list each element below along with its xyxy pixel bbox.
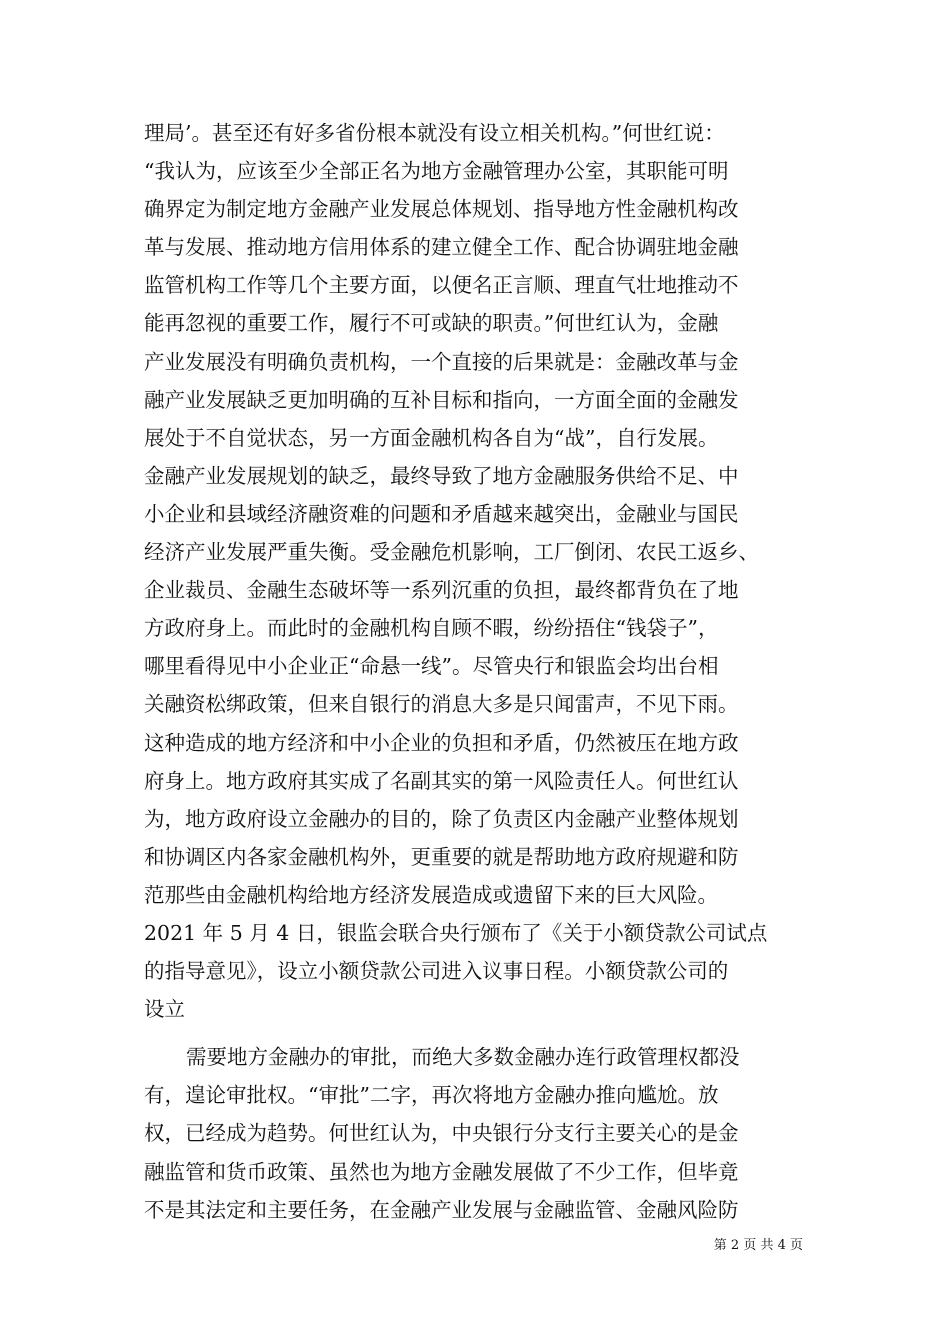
text-line: 监管机构工作等几个主要方面，以便名正言顺、理直气壮地推动不 [144,273,739,298]
page-footer [0,1237,950,1255]
text-line: 展处于不自觉状态，另一方面金融机构各自为“战”，自行发展。 [144,425,719,450]
body-text [144,114,809,1229]
text-line: 融监管和货币政策、虽然也为地方金融发展做了不少工作，但毕竟 [144,1159,739,1184]
text-line: 哪里看得见中小企业正“命悬一线”。尽管央行和银监会均出台相 [144,654,719,679]
text-line: 不是其法定和主要任务，在金融产业发展与金融监管、金融风险防 [144,1197,739,1222]
text-line: 金融产业发展规划的缺乏，最终导致了地方金融服务供给不足、中 [144,463,739,488]
text-line: 产业发展没有明确负责机构，一个直接的后果就是：金融改革与金 [144,349,739,374]
text-line: 融产业发展缺乏更加明确的互补目标和指向，一方面全面的金融发 [144,387,739,412]
text-line: 这种造成的地方经济和中小企业的负担和矛盾，仍然被压在地方政 [144,730,739,755]
text-line: 2021 年 5 月 4 日，银监会联合央行颁布了《关于小额贷款公司试点 [144,920,768,945]
text-line: 有，遑论审批权。“审批”二字，再次将地方金融办推向尴尬。放 [144,1083,719,1108]
text-line: 小企业和县域经济融资难的问题和矛盾越来越突出，金融业与国民 [144,501,739,526]
paragraph-2 [144,1038,809,1228]
text-line: 能再忽视的重要工作，履行不可或缺的职责。”何世红认为，金融 [144,311,719,336]
text-line: 范那些由金融机构给地方经济发展造成或遗留下来的巨大风险。 [144,882,718,907]
paragraph-gap [144,1028,809,1038]
text-line: 需要地方金融办的审批，而绝大多数金融办连行政管理权都没 [186,1045,740,1070]
text-line: 革与发展、推动地方信用体系的建立健全工作、配合协调驻地金融 [144,235,739,260]
text-line: 企业裁员、金融生态破坏等一系列沉重的负担，最终都背负在了地 [144,578,739,603]
text-line: 为，地方政府设立金融办的目的，除了负责区内金融产业整体规划 [144,806,739,831]
text-line: “我认为，应该至少全部正名为地方金融管理办公室，其职能可明 [144,159,729,184]
paragraph-1 [144,114,809,1028]
page-number: 第 2 页 共 4 页 [713,1238,803,1253]
text-line: 理局’。甚至还有好多省份根本就没有设立相关机构。”何世红说： [144,121,725,145]
text-line: 的指导意见》，设立小额贷款公司进入议事日程。小额贷款公司的 [144,959,729,984]
text-line: 府身上。地方政府其实成了名副其实的第一风险责任人。何世红认 [144,768,739,793]
text-line: 设立 [144,997,185,1022]
text-line: 关融资松绑政策，但来自银行的消息大多是只闻雷声，不见下雨。 [144,692,739,717]
text-line: 方政府身上。而此时的金融机构自顾不暇，纷纷捂住“钱袋子”， [144,616,719,641]
text-line: 经济产业发展严重失衡。受金融危机影响，工厂倒闭、农民工返乡、 [144,540,759,565]
text-line: 和协调区内各家金融机构外，更重要的就是帮助地方政府规避和防 [144,844,739,869]
text-line: 权，已经成为趋势。何世红认为，中央银行分支行主要关心的是金 [144,1121,739,1146]
text-line: 确界定为制定地方金融产业发展总体规划、指导地方性金融机构改 [144,197,739,222]
